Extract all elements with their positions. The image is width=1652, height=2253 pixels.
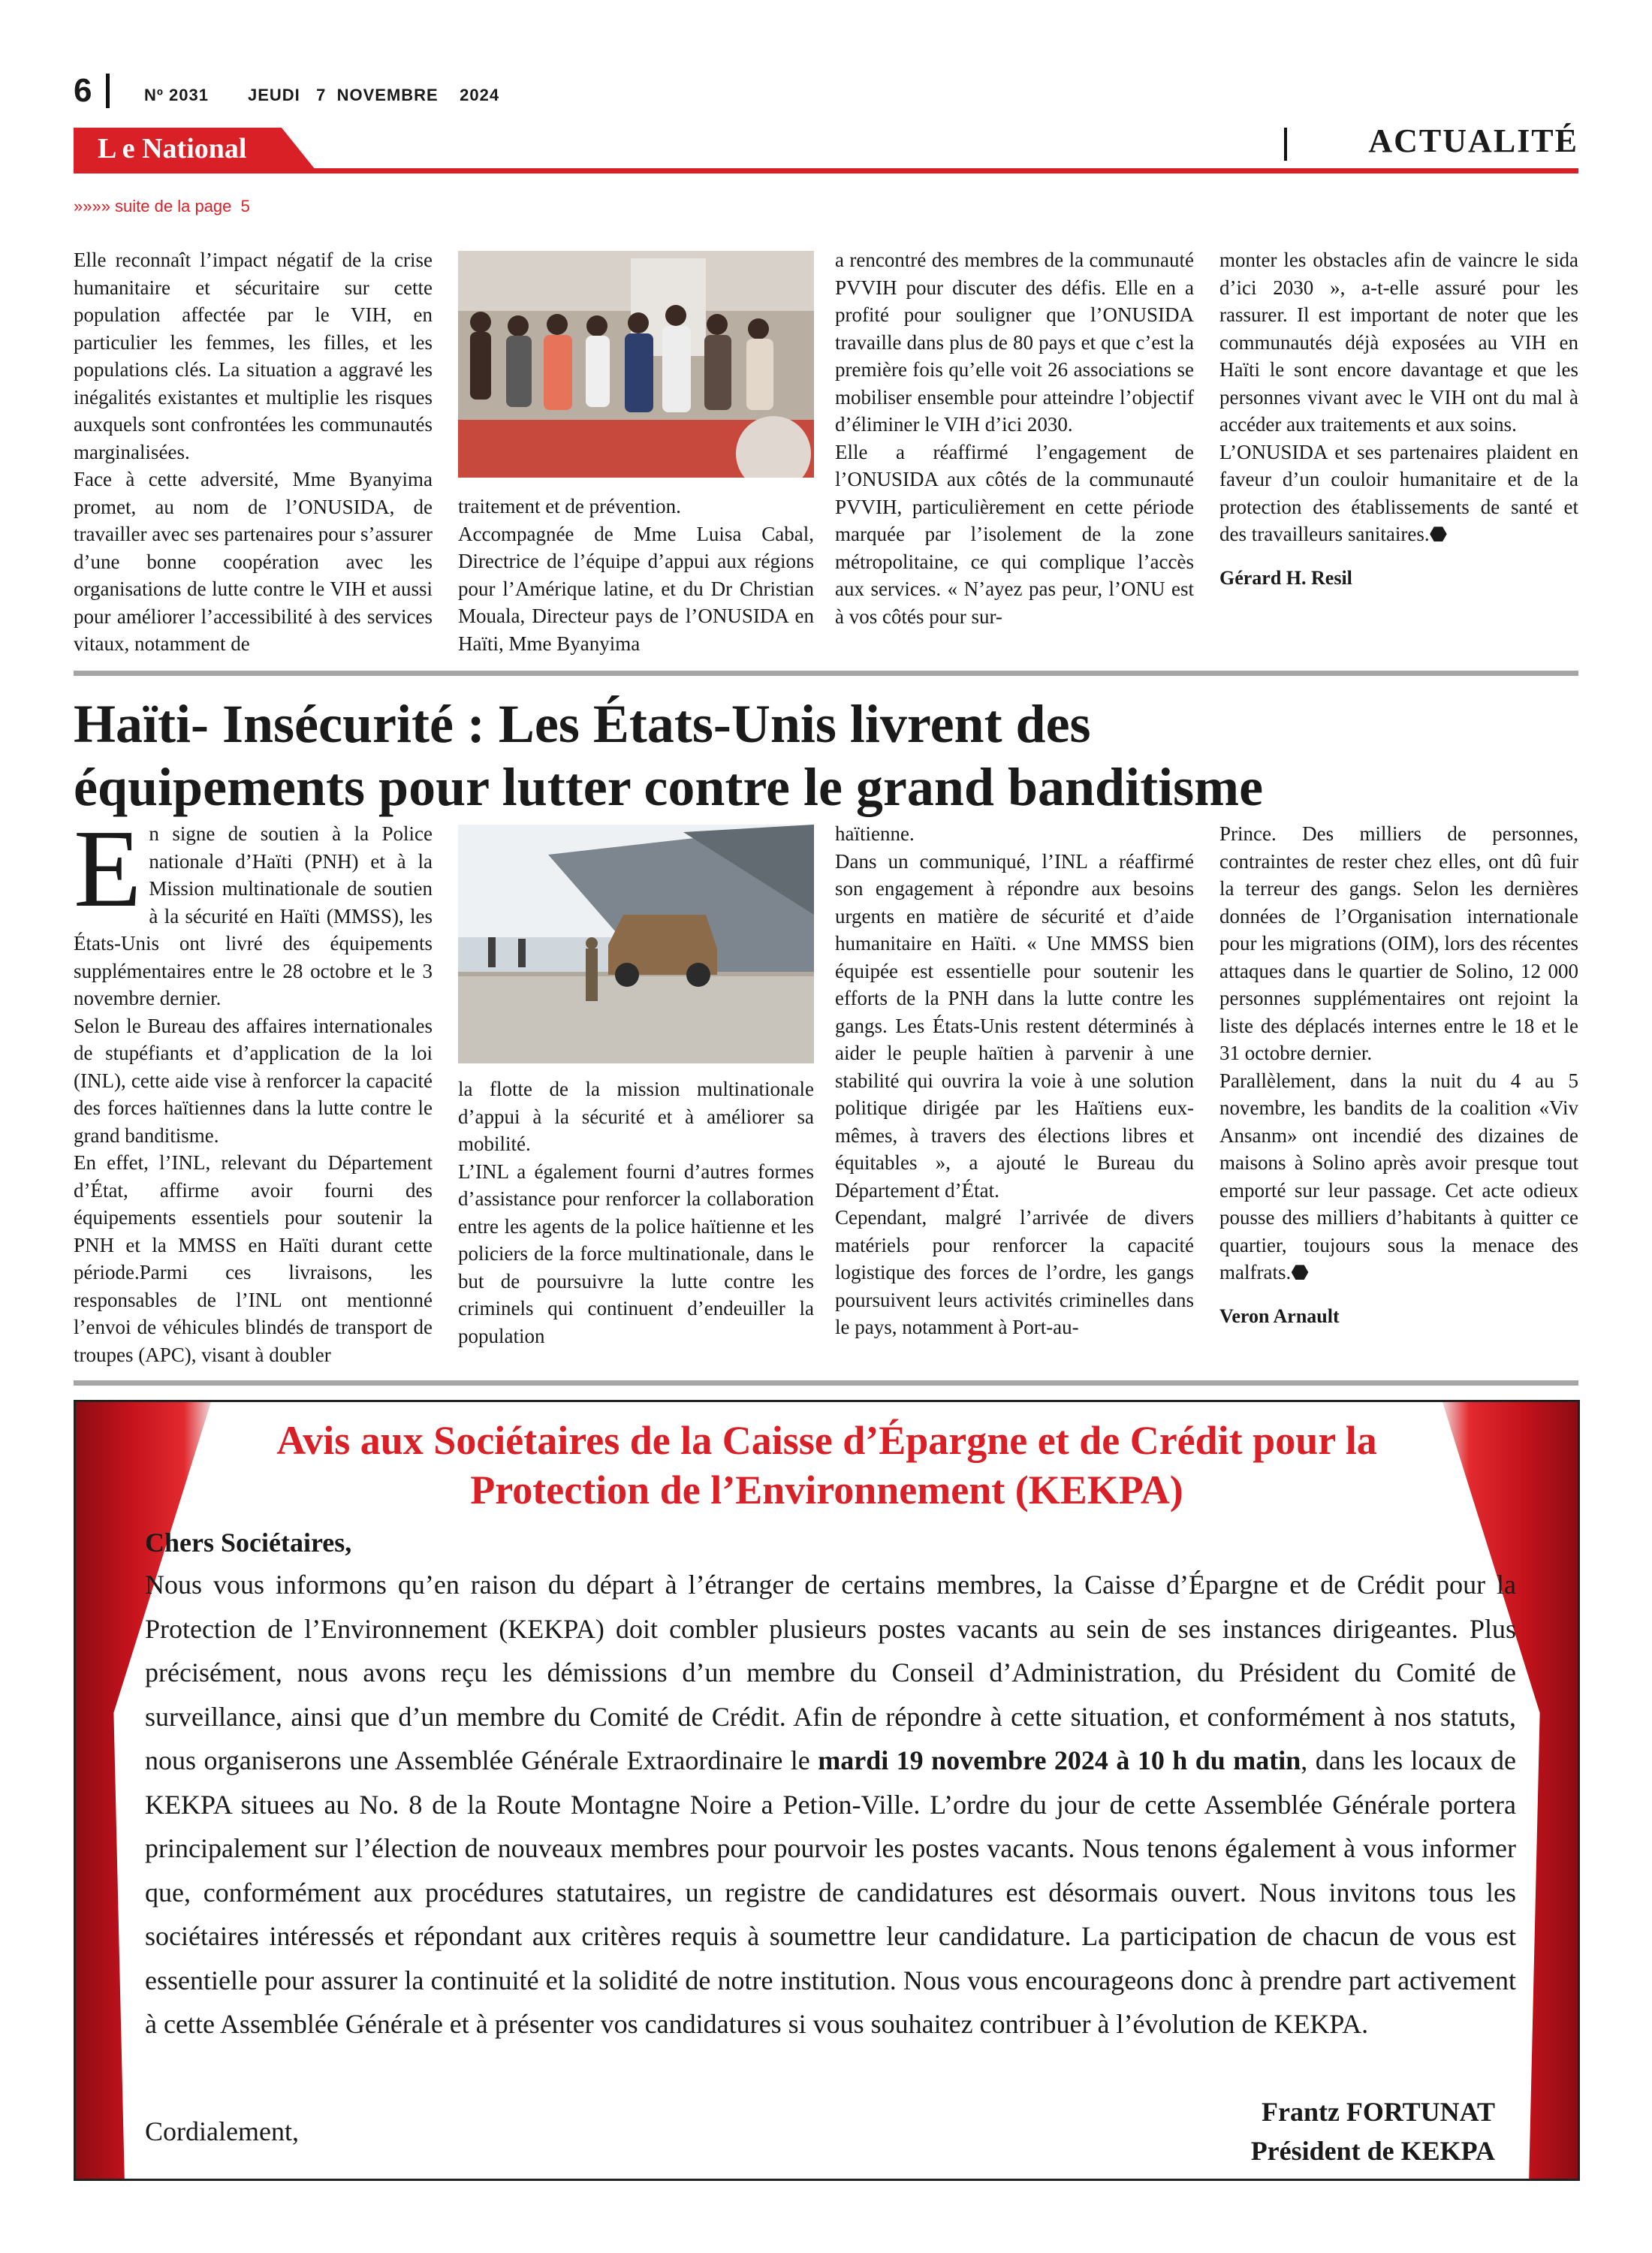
signer-title: Président de KEKPA	[1250, 2136, 1495, 2166]
article1-column-4	[1219, 246, 1578, 592]
paragraph	[1219, 1067, 1578, 1286]
article2-column-2	[458, 1075, 814, 1350]
end-mark-icon: ⬣	[1291, 1261, 1309, 1283]
paragraph	[1219, 439, 1578, 548]
brand-name: L e National	[98, 133, 247, 164]
paragraph: Elle reconnaît l’impact négatif de la crise humanitaire et sécuritaire sur cette population affectée par le VIH, en particulier les femmes, les filles, et les populations clés. La situation a aggravé les inégalités existantes et multiplie les risques auxquels sont confrontées les communautés marginalisées.	[74, 249, 433, 463]
article1-column-3	[835, 246, 1194, 630]
article1-photo	[458, 251, 814, 478]
cargo-plane-photo	[458, 825, 814, 1063]
paragraph: En effet, l’INL, relevant du Département d’État, affirme avoir fourni des équipements essentiels pour soutenir la PNH et la MMSS en Haïti durant cette période.Parmi ces livraisons, les responsables de l’INL ont mentionné l’envoi de véhicules blindés de transport de troupes (APC), visant à doubler	[74, 1151, 433, 1366]
article1-column-1	[74, 246, 433, 658]
notice-closing: Cordialement,	[145, 2116, 299, 2146]
page-number: 6	[74, 72, 92, 109]
paragraph-text: Parallèlement, dans la nuit du 4 au 5 novembre, les bandits de la coalition «Viv Ansanm» ont incendié des dizaines de maisons à Solino après avoir presque tout emporté sur leur passage. Cet acte odieux pousse des milliers d’habitants à quitter ce quartier, toujours sous la menace des malfrats.	[1219, 1069, 1578, 1283]
paragraph-text: L’ONUSIDA et ses partenaires plaident en faveur d’un couloir humanitaire et de la protection des établissements de santé et des travailleurs sanitaires.	[1219, 440, 1578, 545]
paragraph: Face à cette adversité, Mme Byanyima promet, au nom de l’ONUSIDA, de travailler avec ses partenaires pour s’assurer d’une bonne coopération avec les organisations de lutte contre le VIH et aussi pour améliorer l’accessibilité à des services vitaux, notamment de	[74, 468, 433, 655]
paragraph-text: n signe de soutien à la Police nationale d’Haïti (PNH) et à la Mission multinationale de soutien à la sécurité en Haïti (MMSS), les États-Unis ont livré des équipements supplémentaires entre le 28 octobre et le 3 novembre dernier.	[74, 822, 433, 1009]
notice-text: , dans les locaux de KEKPA situees au No. 8 de la Route Montagne Noire a Petion-Ville. L’ordre du jour de cette Assemblée Générale portera principalement sur l’élection de nouveaux membres pour pourvoir les postes vacants. Nous tenons également à vous informer que, conformément aux procédures statutaires, un registre de candidatures est désormais ouvert. Nous invitons tous les sociétaires intéressés et répondant aux critères requis à soumettre leur candidature. La participation de chacun de vous est essentielle pour assurer la continuité et la solidité de notre institution. Nous vous encourageons donc à prendre part activement à cette Assemblée Générale et à présenter vos candidatures si vous souhaitez contribuer à l’évolution de KEKPA.	[145, 1745, 1517, 2039]
header-red-rule	[74, 168, 1578, 173]
article2-headline	[74, 692, 1583, 819]
end-mark-icon: ⬣	[1429, 523, 1448, 545]
header-divider	[106, 74, 110, 108]
notice-greeting: Chers Sociétaires,	[145, 1528, 352, 1558]
group-meeting-photo	[458, 251, 814, 478]
article2-column-3	[835, 820, 1194, 1341]
kekpa-notice	[74, 1400, 1580, 2181]
section-label: ACTUALITÉ	[1368, 122, 1578, 159]
article2-column-4	[1219, 820, 1578, 1330]
notice-title	[211, 1416, 1442, 1515]
headline-line: Haïti- Insécurité : Les États-Unis livrent des	[74, 694, 1091, 754]
paragraph: L’INL a également fourni d’autres formes d’assistance pour renforcer la collaboration entre les agents de la police haïtienne et les policiers de la force multinationale, dans le but de poursuivre la lutte contre les criminels qui continuent d’endeuiller la population	[458, 1160, 814, 1347]
paragraph: la flotte de la mission multinationale d’appui à la sécurité et à améliorer sa mobilité.	[458, 1078, 814, 1155]
notice-date-time: mardi 19 novembre 2024 à 10 h du matin	[818, 1745, 1301, 1775]
section-divider	[1284, 128, 1287, 161]
paragraph: haïtienne.	[835, 822, 915, 845]
paragraph: traitement et de prévention.	[458, 495, 681, 517]
article-divider	[74, 671, 1578, 676]
issue-number: Nº 2031	[144, 86, 209, 104]
article2-column-1	[74, 807, 433, 1368]
article1-column-2	[458, 493, 814, 657]
drop-cap: E	[74, 807, 142, 930]
paragraph: Selon le Bureau des affaires internationales de stupéfiants et d’application de la loi (INL), cette aide vise à renforcer la capacité des forces haïtiennes dans la lutte contre le grand banditisme.	[74, 1014, 433, 1147]
notice-title-line: Avis aux Sociétaires de la Caisse d’Épargne et de Crédit pour la	[276, 1418, 1377, 1463]
notice-text: Nous vous informons qu’en raison du départ à l’étranger de certains membres, la Caisse d’Épargne et de Crédit pour la Protection de l’Environnement (KEKPA) doit combler plusieurs postes vacants au sein de ses instances dirigeantes. Plus précisément, nous avons reçu les démissions d’un membre du Conseil d’Administration, du Président du Comité de surveillance, ainsi que d’un membre du Comité de Crédit. Afin de répondre à cette situation, et conformément à nos statuts, nous organiserons une Assemblée Générale Extraordinaire le	[145, 1570, 1516, 1775]
paragraph: monter les obstacles afin de vaincre le sida d’ici 2030 », a-t-elle assuré pour les rassurer. Il est important de noter que les communautés déjà exposées au VIH en Haïti le sont encore davantage et que les personnes vivant avec le VIH ont du mal à accéder aux traitements et aux soins.	[1219, 249, 1578, 436]
paragraph: Prince. Des milliers de personnes, contraintes de rester chez elles, ont dû fuir la terreur des gangs. Selon les dernières données de l’Organisation internationale pour les migrations (OIM), lors des récentes attaques dans le quartier de Solino, 12 000 personnes supplémentaires ont rejoint la liste des déplacés internes entre le 18 et le 31 octobre dernier.	[1219, 822, 1578, 1064]
notice-title-line: Protection de l’Environnement (KEKPA)	[470, 1467, 1183, 1513]
article-divider	[74, 1380, 1578, 1386]
issue-date: JEUDI 7 NOVEMBRE 2024	[248, 86, 500, 104]
paragraph: Cependant, malgré l’arrivée de divers matériels pour renforcer la capacité logistique des forces de l’ordre, les gangs poursuivent leurs activités criminelles dans le pays, notamment à Port-au-	[835, 1206, 1194, 1338]
paragraph: Elle a réaffirmé l’engagement de l’ONUSIDA aux côtés de la communauté PVVIH, particulièrement en cette période marquée par l’isolement de la zone métropolitaine, ce qui complique l’accès aux services. « N’ayez pas peur, l’ONU est à vos côtés pour sur-	[835, 440, 1194, 628]
paragraph: Dans un communiqué, l’INL a réaffirmé son engagement à répondre aux besoins urgents en matière de sécurité et d’aide humanitaire en Haïti. « Une MMSS bien équipée est essentielle pour soutenir les efforts de la PNH dans la lutte contre les gangs. Les États-Unis restent déterminés à aider le peuple haïtien à parvenir à une stabilité qui ouvrira la voie à une solution politique dirigée par les Haïtiens eux-mêmes, à travers des élections libres et équitables », a ajouté le Bureau du Département d’État.	[835, 849, 1194, 1202]
headline-line: équipements pour lutter contre le grand banditisme	[74, 757, 1264, 817]
article2-photo	[458, 825, 814, 1063]
article1-author: Gérard H. Resil	[1219, 566, 1352, 589]
signer-name: Frantz FORTUNAT	[1261, 2097, 1495, 2127]
notice-body	[145, 1563, 1516, 2046]
paragraph: Accompagnée de Mme Luisa Cabal, Directrice de l’équipe d’appui aux régions pour l’Amérique latine, et du Dr Christian Mouala, Directeur pays de l’ONUSIDA en Haïti, Mme Byanyima	[458, 522, 814, 655]
article2-author: Veron Arnault	[1219, 1304, 1340, 1327]
continued-from: »»»» suite de la page 5	[74, 197, 250, 216]
paragraph: a rencontré des membres de la communauté PVVIH pour discuter des défis. Elle en a profité pour souligner que l’ONUSIDA travaille dans plus de 80 pays et que c’est la première fois qu’elle voit 26 associations se mobiliser ensemble pour atteindre l’objectif d’éliminer le VIH d’ici 2030.	[835, 249, 1194, 436]
